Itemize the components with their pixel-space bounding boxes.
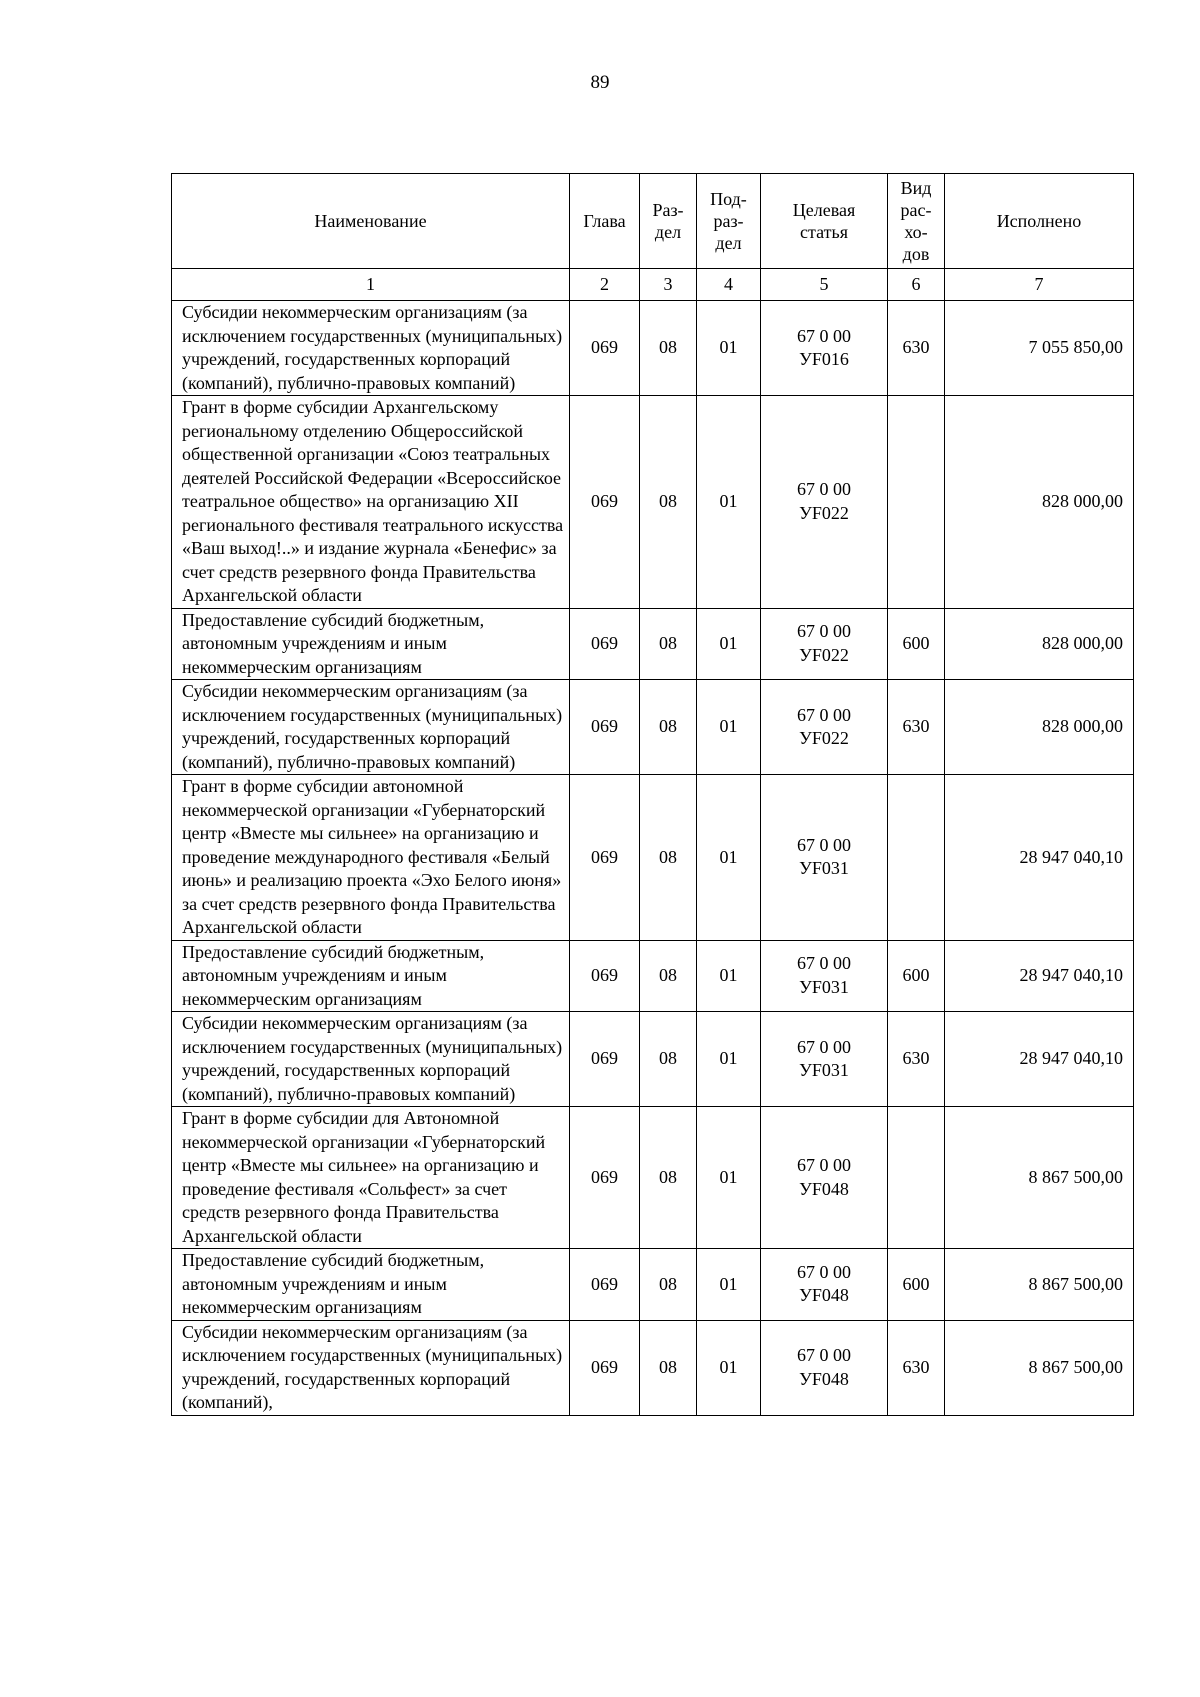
cell-razdel: 08	[640, 1249, 697, 1321]
table-row	[172, 775, 1134, 941]
table-row	[172, 940, 1134, 1012]
cell-celevaya: 67 0 00 УF016	[761, 301, 888, 396]
cell-ispolneno: 28 947 040,10	[945, 775, 1134, 941]
cell-vid	[888, 396, 945, 609]
cell-vid: 630	[888, 680, 945, 775]
cell-name: Субсидии некоммерческим организациям (за исключением государственных (муниципальных) учреждений, государственных корпораций (компаний), публично-правовых компаний)	[172, 1012, 570, 1107]
cell-name: Предоставление субсидий бюджетным, автономным учреждениям и иным некоммерческим организациям	[172, 608, 570, 680]
cell-glava: 069	[570, 608, 640, 680]
cell-podrazdel: 01	[697, 396, 761, 609]
cell-podrazdel: 01	[697, 301, 761, 396]
cell-podrazdel: 01	[697, 680, 761, 775]
table-row	[172, 680, 1134, 775]
cell-razdel: 08	[640, 1012, 697, 1107]
column-number: 7	[945, 269, 1134, 301]
cell-ispolneno: 828 000,00	[945, 608, 1134, 680]
page-number: 89	[590, 72, 610, 93]
header-name: Наименование	[172, 174, 570, 269]
cell-podrazdel: 01	[697, 940, 761, 1012]
cell-name: Грант в форме субсидии Архангельскому региональному отделению Общероссийской общественной организации «Союз театральных деятелей Российской Федерации «Всероссийское театральное общество» на организацию XII регионального фестиваля театрального искусства «Ваш выход!..» и издание журнала «Бенефис» за счет средств резервного фонда Правительства Архангельской области	[172, 396, 570, 609]
cell-glava: 069	[570, 1249, 640, 1321]
cell-podrazdel: 01	[697, 1012, 761, 1107]
cell-celevaya: 67 0 00 УF048	[761, 1107, 888, 1249]
header-vid-rashodov: Вид рас- хо- дов	[888, 174, 945, 269]
cell-razdel: 08	[640, 396, 697, 609]
column-number: 3	[640, 269, 697, 301]
column-number: 4	[697, 269, 761, 301]
cell-razdel: 08	[640, 301, 697, 396]
header-glava: Глава	[570, 174, 640, 269]
cell-podrazdel: 01	[697, 1320, 761, 1415]
cell-razdel: 08	[640, 775, 697, 941]
cell-celevaya: 67 0 00 УF031	[761, 775, 888, 941]
column-number: 5	[761, 269, 888, 301]
cell-glava: 069	[570, 680, 640, 775]
cell-name: Грант в форме субсидии автономной некоммерческой организации «Губернаторский центр «Вместе мы сильнее» на организацию и проведение международного фестиваля «Белый июнь» и реализацию проекта «Эхо Белого июня» за счет средств резервного фонда Правительства Архангельской области	[172, 775, 570, 941]
budget-table	[171, 173, 1134, 1416]
cell-podrazdel: 01	[697, 1107, 761, 1249]
cell-razdel: 08	[640, 940, 697, 1012]
cell-name: Грант в форме субсидии для Автономной некоммерческой организации «Губернаторский центр «Вместе мы сильнее» на организацию и проведение фестиваля «Сольфест» за счет средств резервного фонда Правительства Архангельской области	[172, 1107, 570, 1249]
cell-vid: 600	[888, 1249, 945, 1321]
table-row	[172, 1249, 1134, 1321]
table-row	[172, 396, 1134, 609]
cell-name: Субсидии некоммерческим организациям (за исключением государственных (муниципальных) учреждений, государственных корпораций (компаний), публично-правовых компаний)	[172, 301, 570, 396]
table-header-row	[172, 174, 1134, 269]
cell-razdel: 08	[640, 680, 697, 775]
cell-ispolneno: 8 867 500,00	[945, 1107, 1134, 1249]
cell-vid	[888, 1107, 945, 1249]
cell-ispolneno: 8 867 500,00	[945, 1320, 1134, 1415]
cell-vid: 630	[888, 301, 945, 396]
cell-vid: 630	[888, 1320, 945, 1415]
cell-name: Субсидии некоммерческим организациям (за исключением государственных (муниципальных) учреждений, государственных корпораций (компаний), публично-правовых компаний)	[172, 680, 570, 775]
column-numbers-row	[172, 269, 1134, 301]
cell-vid: 600	[888, 608, 945, 680]
table-row	[172, 1012, 1134, 1107]
cell-vid	[888, 775, 945, 941]
cell-podrazdel: 01	[697, 1249, 761, 1321]
cell-glava: 069	[570, 1012, 640, 1107]
cell-glava: 069	[570, 1107, 640, 1249]
cell-ispolneno: 7 055 850,00	[945, 301, 1134, 396]
cell-glava: 069	[570, 396, 640, 609]
cell-celevaya: 67 0 00 УF031	[761, 1012, 888, 1107]
cell-razdel: 08	[640, 1107, 697, 1249]
cell-razdel: 08	[640, 1320, 697, 1415]
table-row	[172, 1320, 1134, 1415]
header-celevaya-statya: Целевая статья	[761, 174, 888, 269]
cell-celevaya: 67 0 00 УF022	[761, 680, 888, 775]
cell-glava: 069	[570, 301, 640, 396]
cell-podrazdel: 01	[697, 608, 761, 680]
table-row	[172, 608, 1134, 680]
header-ispolneno: Исполнено	[945, 174, 1134, 269]
column-number: 2	[570, 269, 640, 301]
table-row	[172, 1107, 1134, 1249]
cell-podrazdel: 01	[697, 775, 761, 941]
cell-ispolneno: 28 947 040,10	[945, 1012, 1134, 1107]
cell-celevaya: 67 0 00 УF022	[761, 608, 888, 680]
column-number: 1	[172, 269, 570, 301]
cell-celevaya: 67 0 00 УF022	[761, 396, 888, 609]
cell-name: Субсидии некоммерческим организациям (за исключением государственных (муниципальных) учреждений, государственных корпораций (компаний),	[172, 1320, 570, 1415]
cell-ispolneno: 828 000,00	[945, 680, 1134, 775]
cell-ispolneno: 828 000,00	[945, 396, 1134, 609]
cell-vid: 630	[888, 1012, 945, 1107]
cell-ispolneno: 28 947 040,10	[945, 940, 1134, 1012]
cell-glava: 069	[570, 775, 640, 941]
table-row	[172, 301, 1134, 396]
header-podrazdel: Под- раз- дел	[697, 174, 761, 269]
cell-name: Предоставление субсидий бюджетным, автономным учреждениям и иным некоммерческим организациям	[172, 940, 570, 1012]
cell-vid: 600	[888, 940, 945, 1012]
column-number: 6	[888, 269, 945, 301]
cell-celevaya: 67 0 00 УF048	[761, 1320, 888, 1415]
cell-ispolneno: 8 867 500,00	[945, 1249, 1134, 1321]
cell-razdel: 08	[640, 608, 697, 680]
cell-celevaya: 67 0 00 УF031	[761, 940, 888, 1012]
cell-glava: 069	[570, 1320, 640, 1415]
header-razdel: Раз- дел	[640, 174, 697, 269]
cell-glava: 069	[570, 940, 640, 1012]
cell-celevaya: 67 0 00 УF048	[761, 1249, 888, 1321]
cell-name: Предоставление субсидий бюджетным, автономным учреждениям и иным некоммерческим организациям	[172, 1249, 570, 1321]
